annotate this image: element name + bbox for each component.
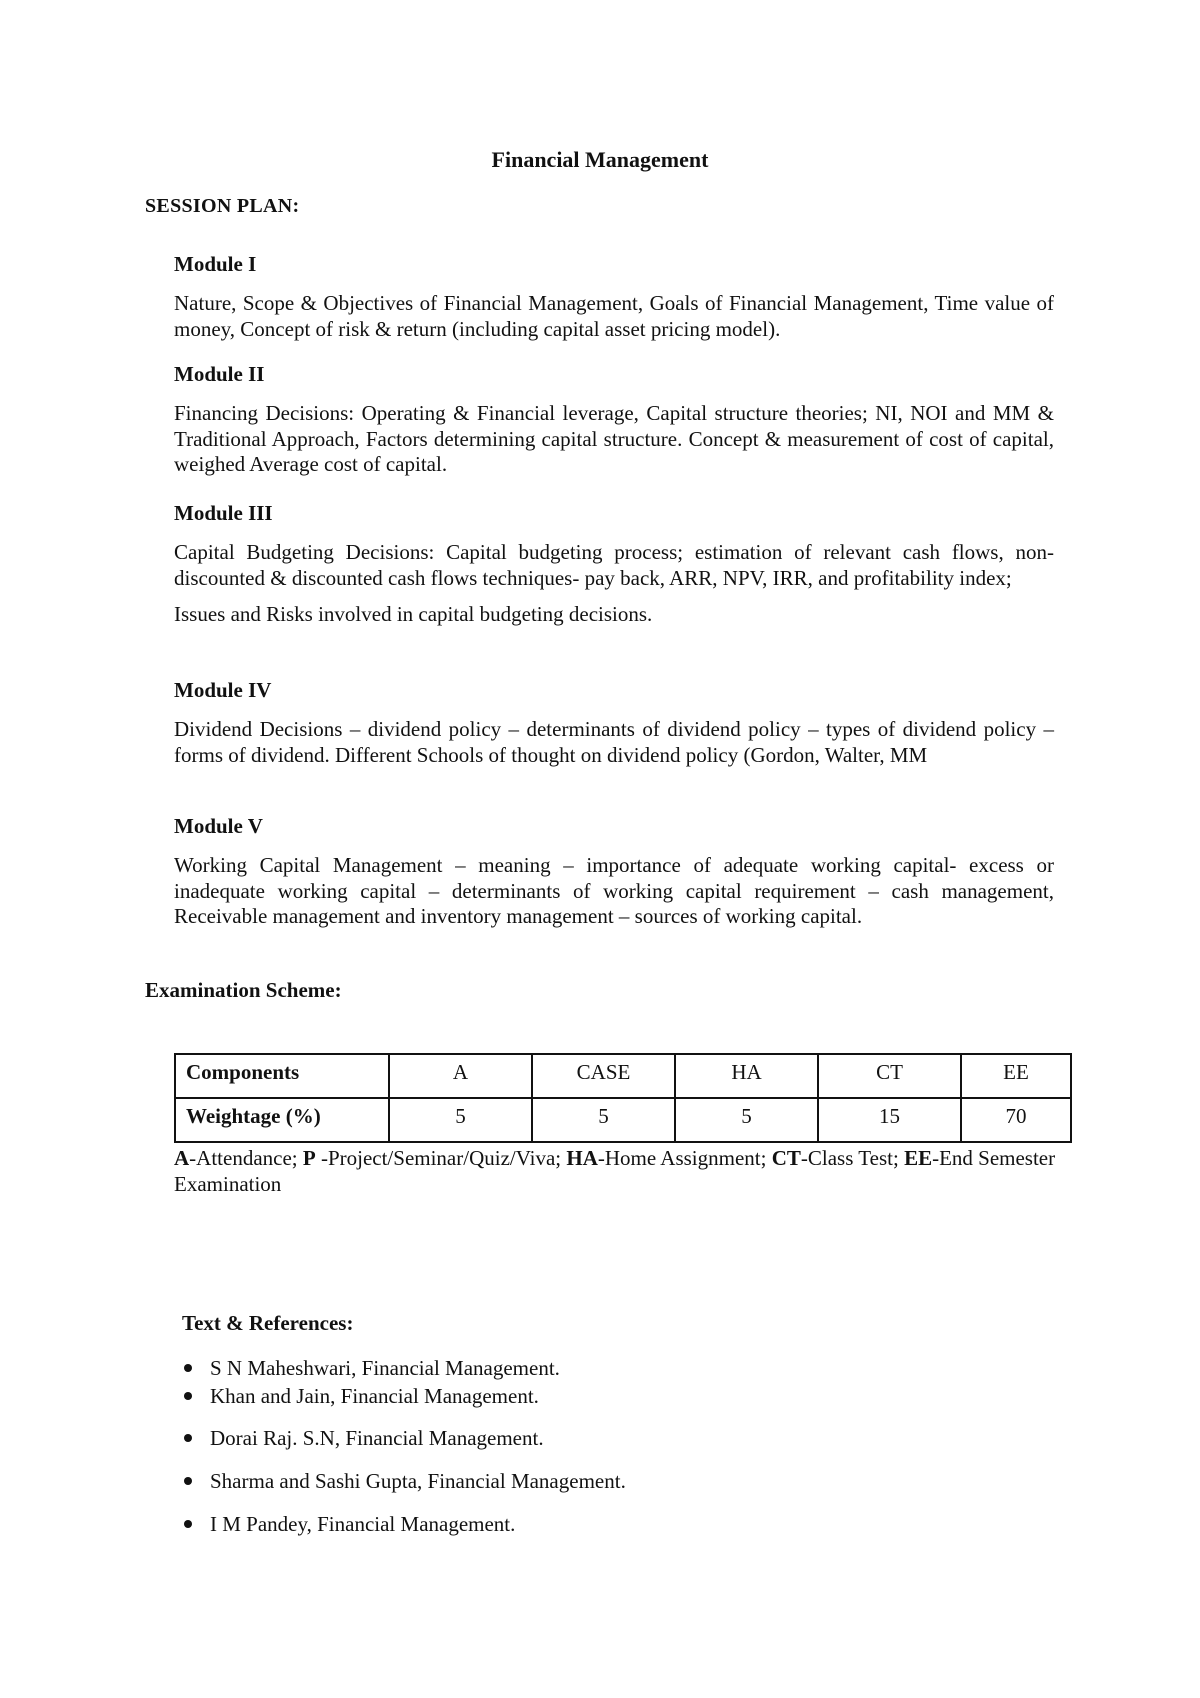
module-description: Dividend Decisions – dividend policy – determinants of dividend policy – types of dividend policy – forms of dividend. Different Schools of thought on dividend policy (Gordon, Walter, MM: [174, 717, 1054, 767]
module-title: Module II: [174, 362, 265, 386]
examination-scheme-heading: Examination Scheme:: [145, 978, 342, 1002]
legend-abbr: CT: [771, 1146, 801, 1170]
table-cell: CT: [818, 1054, 961, 1098]
module-title: Module IV: [174, 678, 272, 702]
examination-scheme-table: [174, 1053, 1072, 1143]
references-heading: Text & References:: [182, 1311, 354, 1335]
module-title: Module III: [174, 501, 273, 525]
table-cell: 5: [389, 1098, 532, 1142]
list-item: [182, 1355, 626, 1381]
bullet-icon: [184, 1477, 192, 1485]
table-cell: HA: [675, 1054, 818, 1098]
list-item: [182, 1425, 626, 1451]
legend-text: -Project/Seminar/Quiz/Viva;: [315, 1146, 567, 1170]
list-item: [182, 1511, 626, 1537]
legend-text: -Class Test;: [800, 1146, 905, 1170]
module-3: [174, 500, 1054, 628]
table-cell: 5: [675, 1098, 818, 1142]
session-plan-heading: SESSION PLAN:: [145, 195, 300, 217]
module-2: [174, 361, 1054, 478]
module-description-extra: Issues and Risks involved in capital budgeting decisions.: [174, 602, 653, 626]
module-title: Module I: [174, 252, 257, 276]
references-list: [182, 1355, 626, 1537]
table-cell: 15: [818, 1098, 961, 1142]
table-row-weightage: [175, 1098, 1071, 1142]
bullet-icon: [184, 1364, 192, 1372]
reference-text: Sharma and Sashi Gupta, Financial Management.: [210, 1469, 626, 1493]
module-4: [174, 677, 1054, 768]
legend-abbr: A: [174, 1146, 190, 1170]
module-description: Financing Decisions: Operating & Financial leverage, Capital structure theories; NI, NOI and MM & Traditional Approach, Factors determining capital structure. Concept & measurement of cost of capital, weighed Average cost of capital.: [174, 401, 1054, 476]
legend-text: -End Semester Examination: [174, 1146, 1056, 1196]
reference-text: S N Maheshwari, Financial Management.: [210, 1356, 560, 1380]
table-cell: 5: [532, 1098, 675, 1142]
examination-legend: [174, 1145, 1064, 1197]
legend-text: -Home Assignment;: [597, 1146, 772, 1170]
bullet-icon: [184, 1434, 192, 1442]
legend-abbr: HA: [566, 1146, 598, 1170]
legend-abbr: EE: [904, 1146, 933, 1170]
module-title: Module V: [174, 814, 263, 838]
module-1: [174, 251, 1054, 342]
bullet-icon: [184, 1392, 192, 1400]
legend-text: -Attendance;: [189, 1146, 303, 1170]
table-cell: CASE: [532, 1054, 675, 1098]
table-cell: Components: [175, 1054, 389, 1098]
module-description: Nature, Scope & Objectives of Financial Management, Goals of Financial Management, Time value of money, Concept of risk & return (including capital asset pricing model).: [174, 291, 1054, 341]
reference-text: Dorai Raj. S.N, Financial Management.: [210, 1426, 544, 1450]
bullet-icon: [184, 1520, 192, 1528]
module-5: [174, 813, 1054, 930]
document-title: Financial Management: [491, 147, 709, 172]
table-cell: EE: [961, 1054, 1071, 1098]
reference-text: I M Pandey, Financial Management.: [210, 1512, 516, 1536]
table-cell: 70: [961, 1098, 1071, 1142]
table-row-components: [175, 1054, 1071, 1098]
reference-text: Khan and Jain, Financial Management.: [210, 1384, 539, 1408]
list-item: [182, 1468, 626, 1494]
table-cell: Weightage (%): [175, 1098, 389, 1142]
list-item: [182, 1383, 626, 1409]
module-description: Working Capital Management – meaning – importance of adequate working capital- excess or inadequate working capital – determinants of working capital requirement – cash management, Receivable management and inventory management – sources of working capital.: [174, 853, 1054, 928]
module-description: Capital Budgeting Decisions: Capital budgeting process; estimation of relevant cash flows, non-discounted & discounted cash flows techniques- pay back, ARR, NPV, IRR, and profitability index;: [174, 540, 1054, 590]
table-cell: A: [389, 1054, 532, 1098]
legend-abbr: P: [302, 1146, 316, 1170]
